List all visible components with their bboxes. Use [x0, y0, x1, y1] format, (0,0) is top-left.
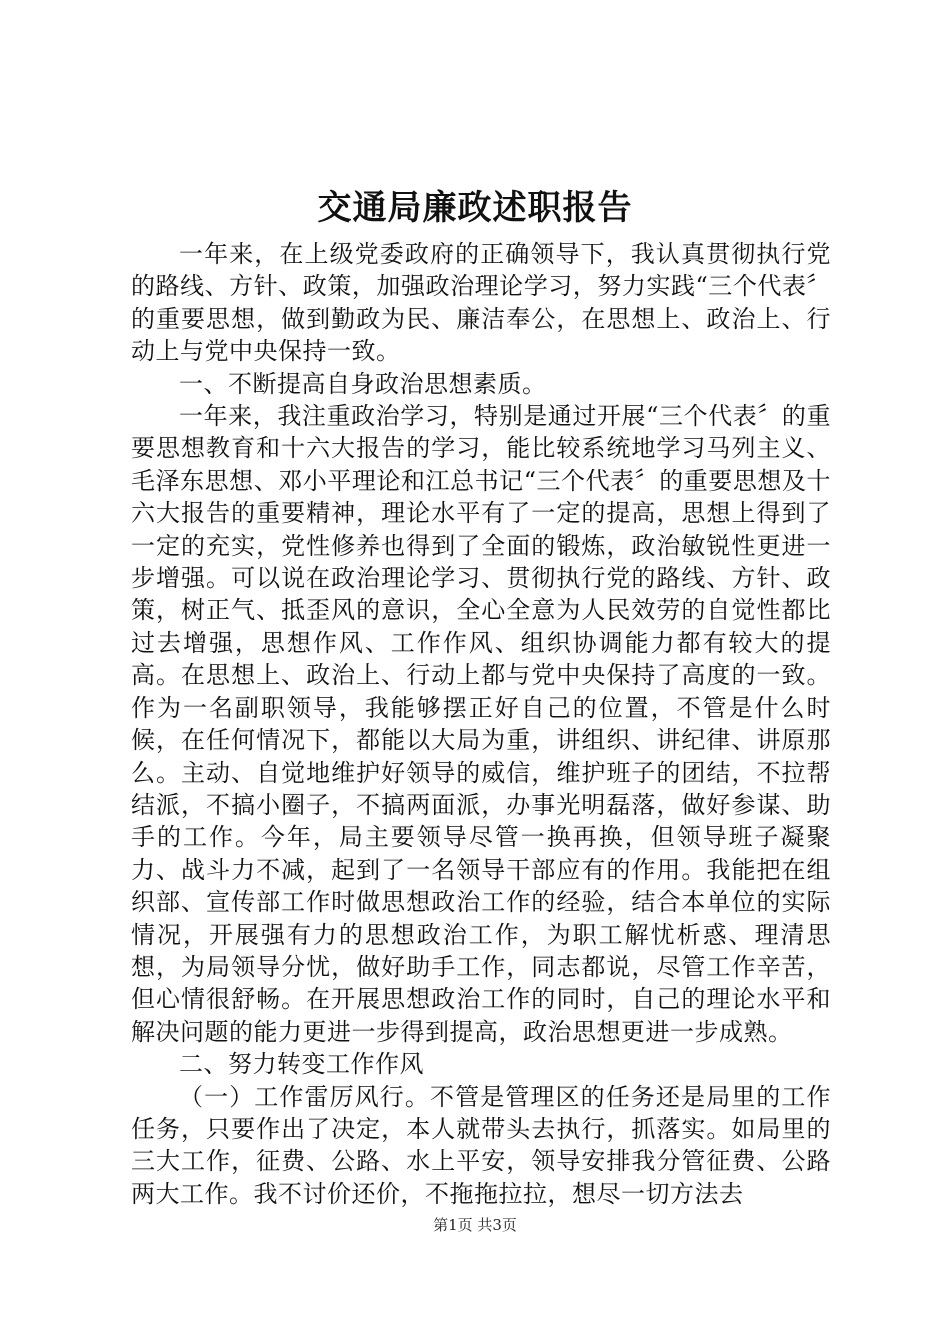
paragraph-section-2-1: （一）工作雷厉风行。不管是管理区的任务还是局里的工作任务，只要作出了决定，本人就带头去执行，抓落实。如局里的三大工作，征费、公路、水上平安，领导安排我分管征费、公路两大工作。我不讨价还价，不拖拖拉拉，想尽一切方法去	[131, 1082, 831, 1208]
page-footer: 第1页 共3页	[433, 1216, 517, 1234]
document-title: 交通局廉政述职报告	[317, 188, 633, 228]
section-heading-2: 二、努力转变工作作风	[179, 1050, 424, 1079]
document-body	[131, 238, 831, 1210]
paragraph-intro: 一年来，在上级党委政府的正确领导下，我认真贯彻执行党的路线、方针、政策，加强政治理论学习，努力实践“三个代表〞的重要思想，做到勤政为民、廉洁奉公，在思想上、政治上、行动上与党中央保持一致。	[131, 240, 831, 366]
section-heading-1: 一、不断提高自身政治思想素质。	[179, 369, 547, 398]
paragraph-section-1: 一年来，我注重政治学习，特别是通过开展“三个代表〞的重要思想教育和十六大报告的学习，能比较系统地学习马列主义、毛泽东思想、邓小平理论和江总书记“三个代表〞的重要思想及十六大报告的重要精神，理论水平有了一定的提高，思想上得到了一定的充实，党性修养也得到了全面的锻炼，政治敏锐性更进一步增强。可以说在政治理论学习、贯彻执行党的路线、方针、政策，树正气、抵歪风的意识，全心全意为人民效劳的自觉性都比过去增强，思想作风、工作作风、组织协调能力都有较大的提高。在思想上、政治上、行动上都与党中央保持了高度的一致。作为一名副职领导，我能够摆正好自己的位置，不管是什么时候，在任何情况下，都能以大局为重，讲组织、讲纪律、讲原那么。主动、自觉地维护好领导的威信，维护班子的团结，不拉帮结派，不搞小圈子，不搞两面派，办事光明磊落，做好参谋、助手的工作。今年，局主要领导尽管一换再换，但领导班子凝聚力、战斗力不减，起到了一名领导干部应有的作用。我能把在组织部、宣传部工作时做思想政治工作的经验，结合本单位的实际情况，开展强有力的思想政治工作，为职工解忧析惑、理清思想，为局领导分忧，做好助手工作，同志都说，尽管工作辛苦，但心情很舒畅。在开展思想政治工作的同时，自己的理论水平和解决问题的能力更进一步得到提高，政治思想更进一步成熟。	[131, 402, 831, 1046]
